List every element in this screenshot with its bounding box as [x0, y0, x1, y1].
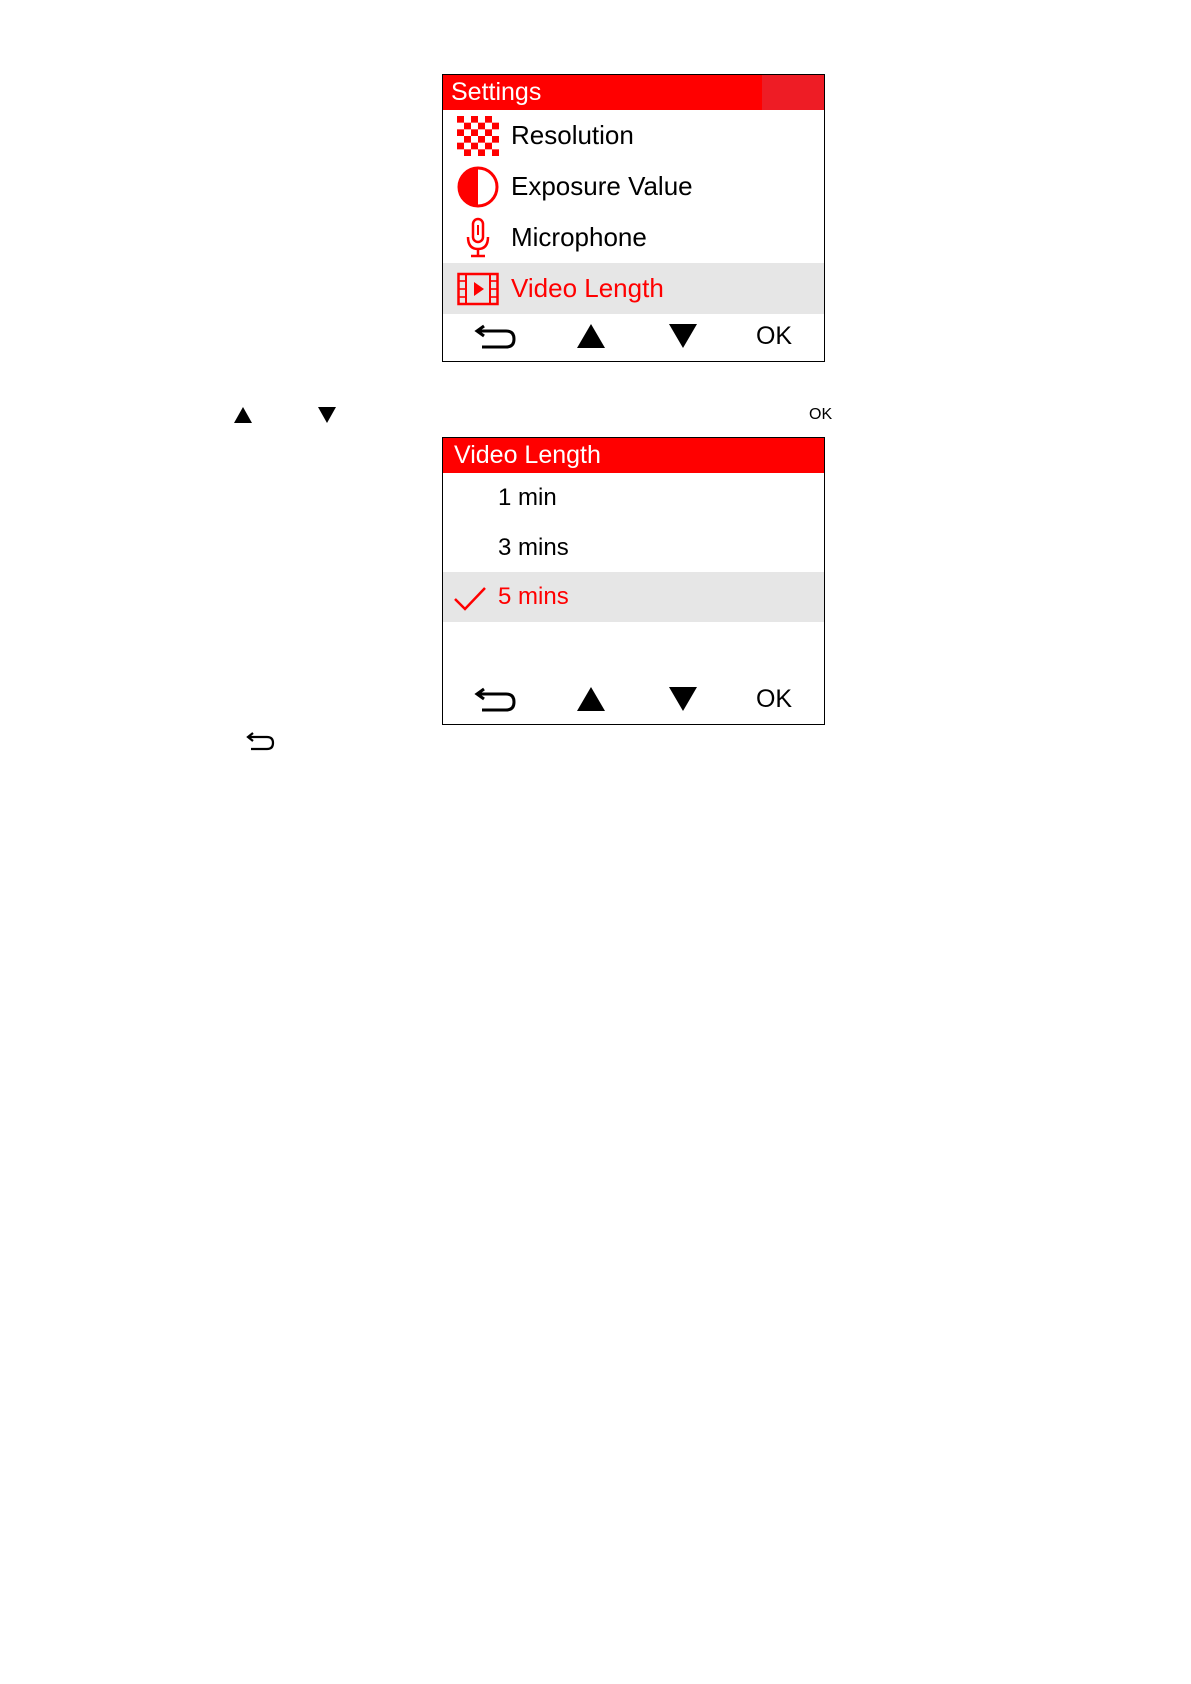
- softkey-bar: [443, 674, 824, 724]
- up-triangle-icon: [576, 322, 606, 350]
- settings-title-bar: [443, 75, 824, 110]
- softkey-bar: [443, 311, 824, 361]
- back-arrow-icon: [474, 684, 518, 714]
- half-circle-icon: [457, 166, 499, 208]
- down-button[interactable]: [652, 674, 714, 724]
- option-label: 1 min: [498, 484, 557, 511]
- title-bar-accent: [762, 75, 824, 110]
- up-button[interactable]: [560, 674, 622, 724]
- menu-item-microphone[interactable]: [443, 212, 824, 263]
- option-5-mins[interactable]: [443, 572, 824, 622]
- back-button[interactable]: [465, 674, 527, 724]
- menu-item-label: Exposure Value: [511, 171, 693, 201]
- up-triangle-icon: [576, 685, 606, 713]
- up-button[interactable]: [560, 311, 622, 361]
- option-1-min[interactable]: [443, 473, 824, 523]
- settings-screen: [442, 74, 825, 362]
- ok-button[interactable]: OK: [755, 321, 793, 350]
- up-triangle-icon: [233, 406, 253, 424]
- video-length-title: Video Length: [454, 441, 601, 469]
- option-3-mins[interactable]: [443, 523, 824, 573]
- menu-item-label: Video Length: [511, 273, 664, 303]
- settings-title: Settings: [451, 78, 542, 106]
- down-button[interactable]: [652, 311, 714, 361]
- menu-item-video-length[interactable]: [443, 263, 824, 314]
- checkerboard-icon: [457, 115, 499, 157]
- video-length-title-bar: [443, 438, 824, 473]
- down-triangle-icon: [668, 685, 698, 713]
- down-triangle-icon: [668, 322, 698, 350]
- down-triangle-icon: [317, 406, 337, 424]
- menu-item-exposure-value[interactable]: [443, 161, 824, 212]
- menu-item-resolution[interactable]: [443, 110, 824, 161]
- microphone-icon: [457, 217, 499, 259]
- video-length-screen: [442, 437, 825, 725]
- back-arrow-icon: [474, 321, 518, 351]
- option-label: 3 mins: [498, 534, 569, 561]
- menu-item-label: Microphone: [511, 222, 647, 252]
- option-label: 5 mins: [498, 583, 569, 610]
- menu-item-label: Resolution: [511, 120, 634, 150]
- ok-label: OK: [809, 406, 833, 423]
- ok-button[interactable]: OK: [755, 684, 793, 713]
- film-icon: [457, 268, 499, 310]
- back-button[interactable]: [465, 311, 527, 361]
- back-arrow-icon: [246, 730, 276, 752]
- checkmark-icon: [453, 584, 487, 612]
